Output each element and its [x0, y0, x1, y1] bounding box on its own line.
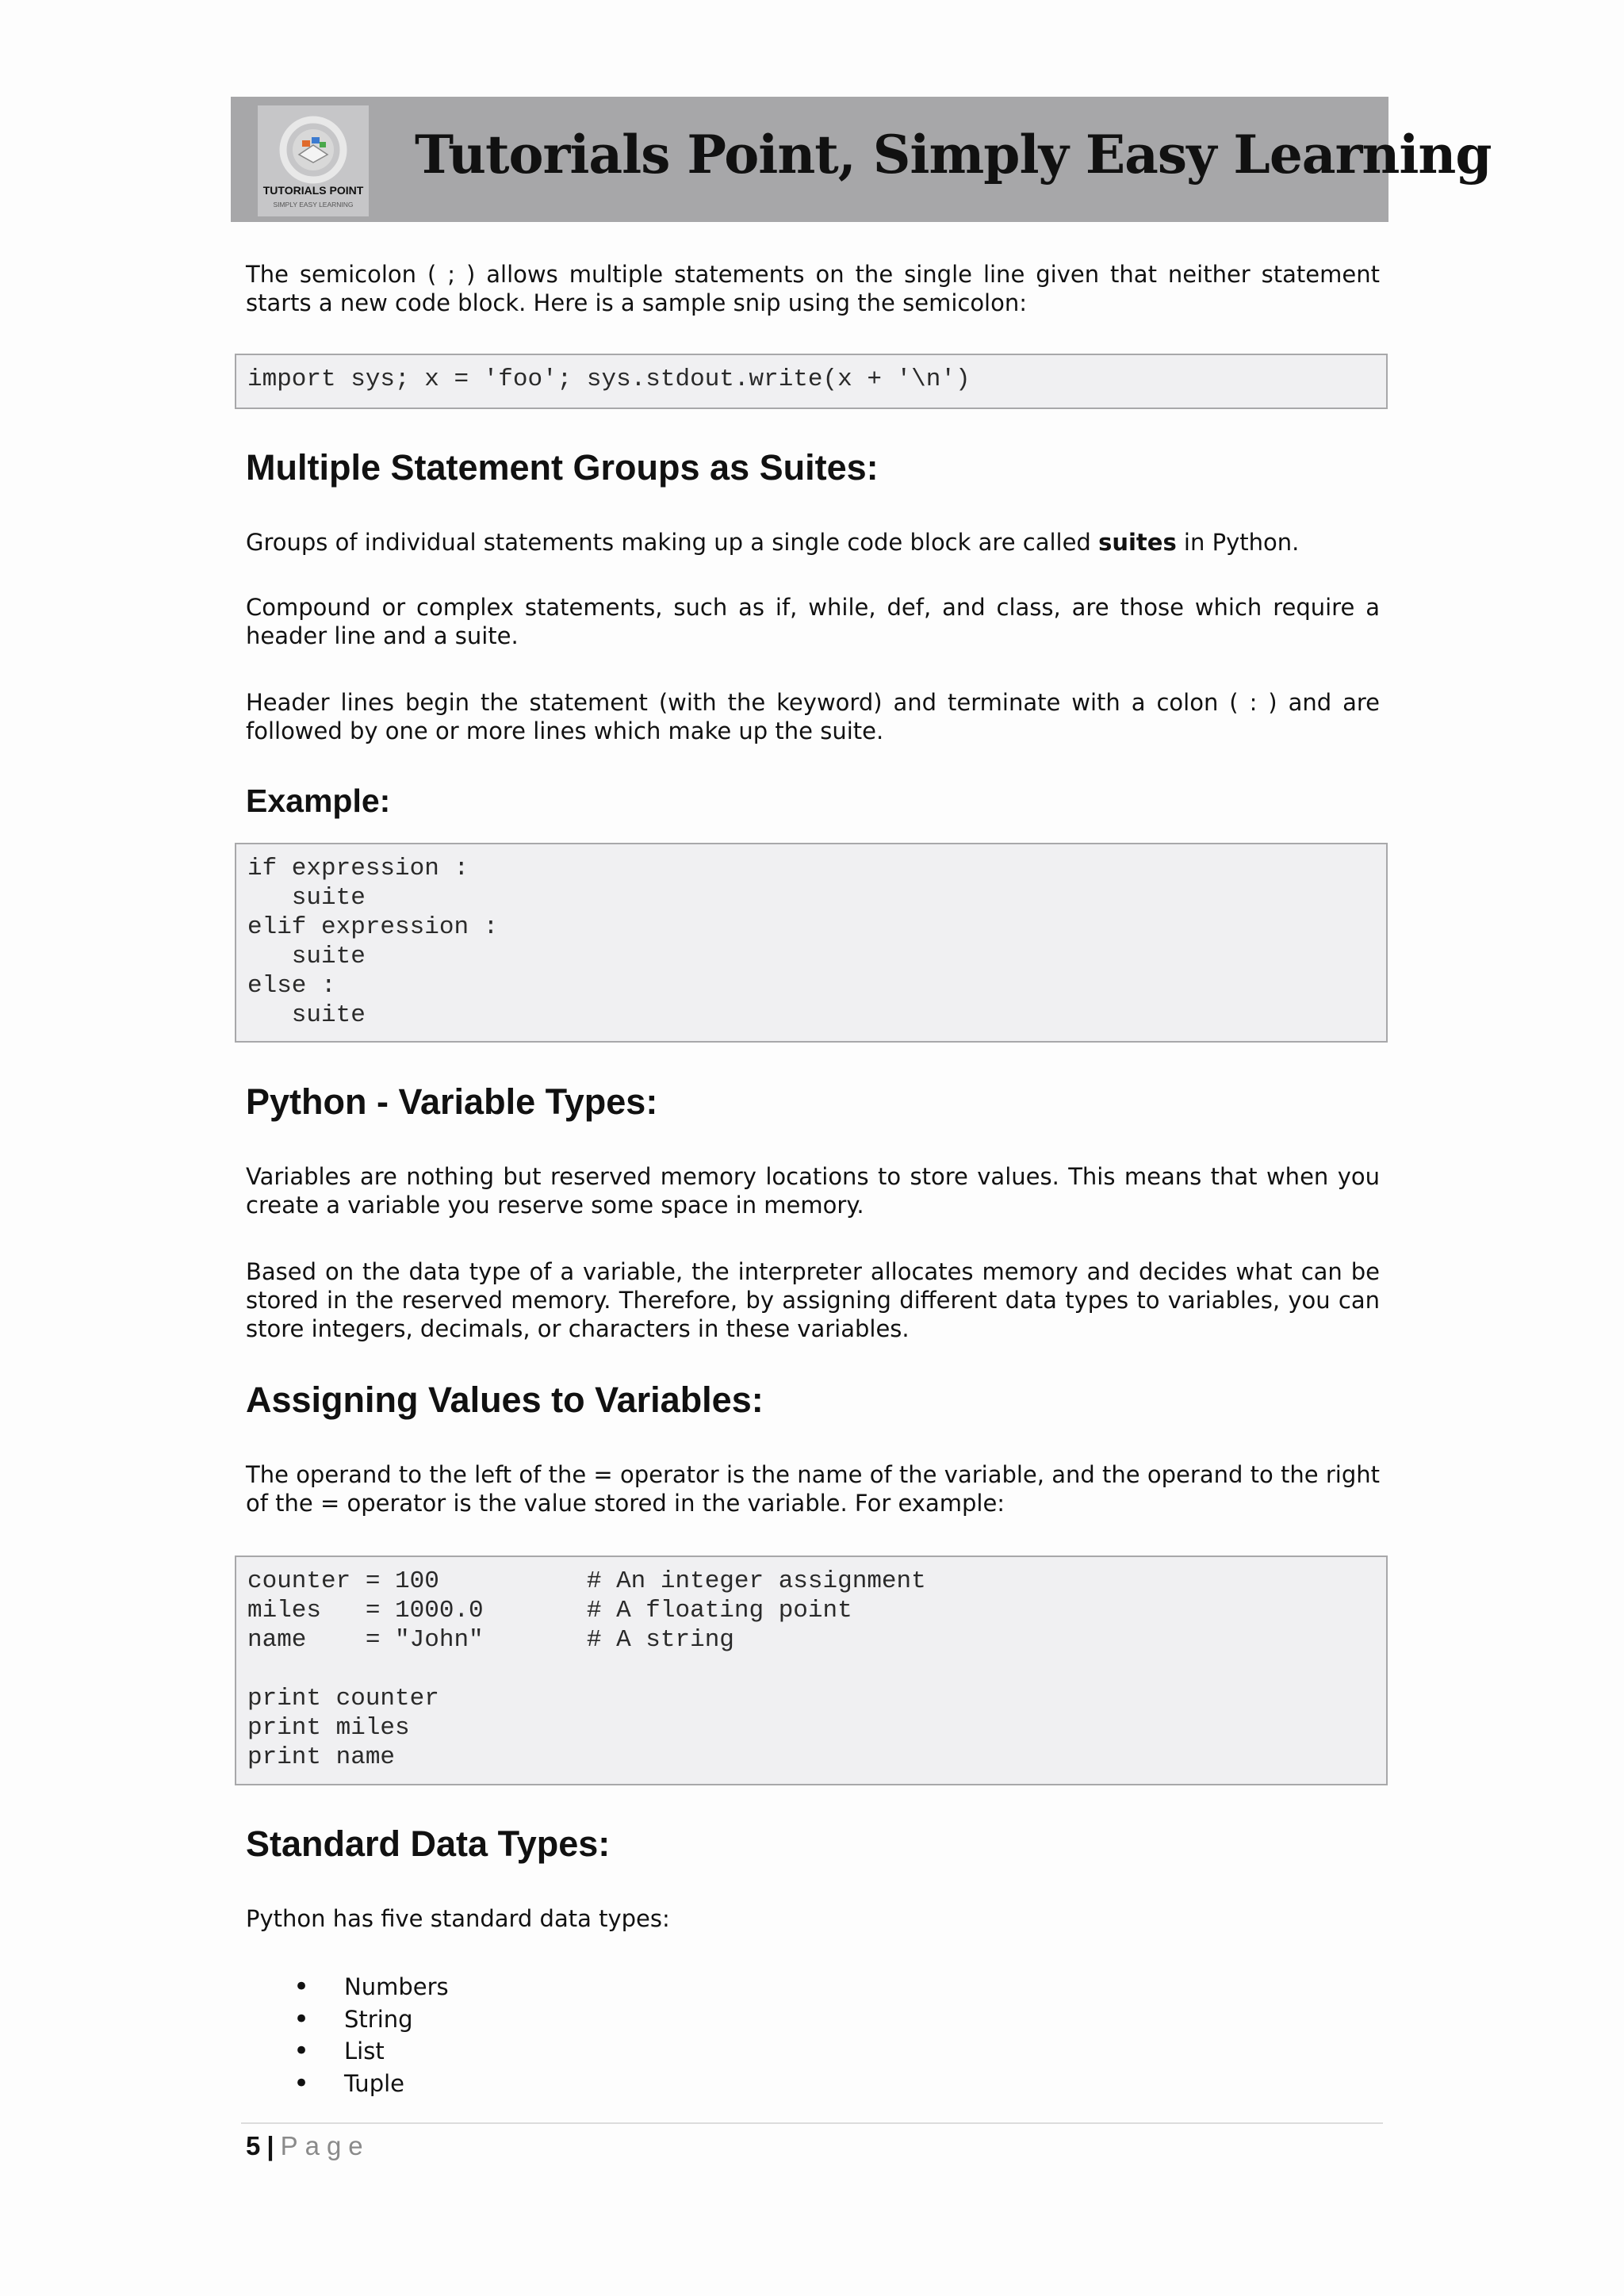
example-code-block: if expression : suite elif expression : suite else : suite — [235, 843, 1388, 1043]
svg-text:TUTORIALS POINT: TUTORIALS POINT — [262, 184, 364, 197]
header-banner — [231, 97, 1492, 222]
data-types-paragraph: Python has five standard data types: — [246, 1905, 670, 1932]
example-heading: Example: — [246, 783, 391, 819]
suites-paragraph-3: Header lines begin the statement (with the keyword) and terminate with a colon ( : ) and are followed by one or more lines which make up the suite. — [246, 689, 1380, 744]
footer-divider — [241, 2122, 1383, 2124]
variable-types-section — [246, 1081, 1380, 1123]
page-footer — [246, 2131, 370, 2161]
assigning-section — [246, 1380, 1380, 1421]
assigning-paragraph: The operand to the left of the = operator is the name of the variable, and the operand to the right of the = operator is the value stored in the variable. For example: — [246, 1461, 1380, 1517]
semicolon-code-block: import sys; x = 'foo'; sys.stdout.write(x + '\n') — [235, 354, 1388, 409]
suites-paragraph-1: Groups of individual statements making up a single code block are called suites in Python. — [246, 529, 1300, 556]
suites-section — [246, 447, 1380, 488]
intro-paragraph: The semicolon ( ; ) allows multiple statements on the single line given that neither statement starts a new code block. Here is a sample snip using the semicolon: — [246, 261, 1380, 316]
page-header-title: Tutorials Point, Simply Easy Learning — [415, 124, 1492, 186]
footer-separator: | — [266, 2131, 274, 2160]
list-item: • Tuple — [246, 2068, 449, 2100]
logo-emblem-icon — [258, 105, 369, 216]
suites-bold-term: suites — [1098, 529, 1177, 556]
list-item: • String — [246, 2003, 449, 2036]
data-types-list — [246, 1971, 449, 2099]
variable-types-paragraph-2: Based on the data type of a variable, the interpreter allocates memory and decides what can be stored in the reserved memory. Therefore, by assigning different data types to variables, you can store integers, decimals, or characters in these variables. — [246, 1258, 1380, 1342]
intro-section — [246, 260, 1380, 317]
suites-paragraph-2: Compound or complex statements, such as if, while, def, and class, are those which require a header line and a suite. — [246, 594, 1380, 649]
suites-heading: Multiple Statement Groups as Suites: — [246, 447, 879, 488]
svg-text:SIMPLY EASY LEARNING: SIMPLY EASY LEARNING — [273, 201, 354, 209]
tutorials-point-logo — [258, 105, 369, 216]
assigning-heading: Assigning Values to Variables: — [246, 1380, 764, 1420]
list-item: • Numbers — [246, 1971, 449, 2003]
page-label: Page — [280, 2131, 370, 2160]
variable-types-paragraph-1: Variables are nothing but reserved memory locations to store values. This means that when you create a variable you reserve some space in memory. — [246, 1163, 1380, 1219]
list-item: • List — [246, 2035, 449, 2068]
variable-types-heading: Python - Variable Types: — [246, 1081, 658, 1122]
page-number: 5 — [246, 2131, 261, 2160]
assignment-code-block: counter = 100 # An integer assignment miles = 1000.0 # A floating point name = "John" # A string print counter print miles print name — [235, 1556, 1388, 1785]
data-types-section — [246, 1823, 1380, 1865]
data-types-heading: Standard Data Types: — [246, 1823, 611, 1864]
